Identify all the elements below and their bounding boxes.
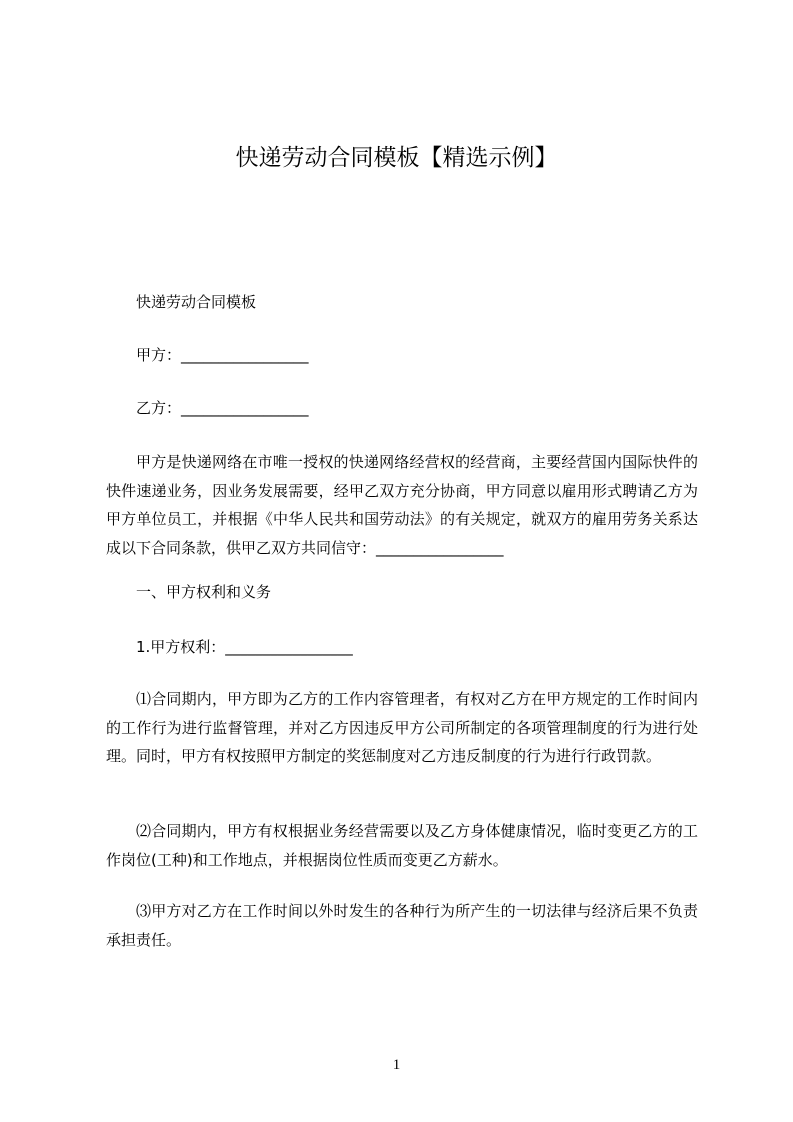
document-subtitle: 快递劳动合同模板 (136, 293, 257, 311)
party-a-line: 甲方：_________________ (136, 346, 309, 364)
clause-paragraph: ⑵合同期内，甲方有权根据业务经营需要以及乙方身体健康情况，临时变更乙方的工作岗位(工种)和工作地点，并根据岗位性质而变更乙方薪水。 (106, 822, 698, 869)
party-b-line: 乙方：_________________ (136, 399, 309, 417)
clause-paragraph: ⑴合同期内，甲方即为乙方的工作内容管理者，有权对乙方在甲方规定的工作时间内的工作行为进行监督管理，并对乙方因违反甲方公司所制定的各项管理制度的行为进行处理。同时，甲方有权按照甲方制定的奖惩制度对乙方违反制度的行为进行行政罚款。 (106, 690, 698, 765)
section-heading: 一、甲方权利和义务 (136, 583, 272, 601)
clause-paragraph: ⑶甲方对乙方在工作时间以外时发生的各种行为所产生的一切法律与经济后果不负责承担责任。 (106, 902, 698, 949)
intro-paragraph: 甲方是快递网络在市唯一授权的快递网络经营权的经营商，主要经营国内国际快件的快件速递业务，因业务发展需要，经甲乙双方充分协商，甲方同意以雇用形式聘请乙方为甲方单位员工，并根据《中华人民共和国劳动法》的有关规定，就双方的雇用劳务关系达成以下合同条款，供甲乙双方共同信守：_________________ (106, 453, 698, 557)
subsection-heading: 1.甲方权利：_________________ (136, 638, 353, 656)
page-number: 1 (392, 1057, 401, 1073)
document-title: 快递劳动合同模板【精选示例】 (235, 145, 558, 171)
